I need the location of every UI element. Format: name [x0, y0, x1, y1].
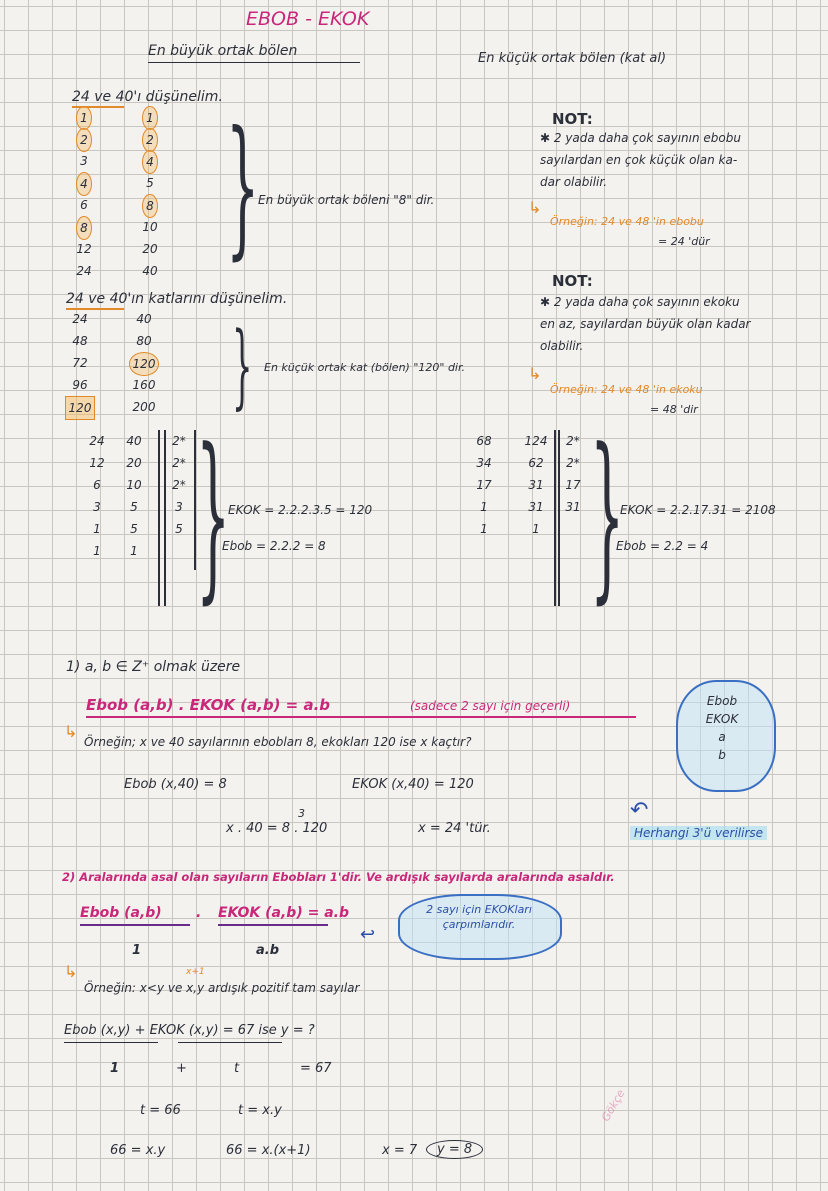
divisor: 2* [566, 456, 580, 470]
multiples-of-24 [60, 308, 100, 418]
dividend-b: 40 [126, 434, 142, 448]
note2-label: NOT: [552, 272, 593, 290]
rule2-cloud-arrow-icon: ↩ [360, 924, 376, 945]
dividend-b: 5 [130, 500, 138, 514]
rule2-formula-dot: . [196, 905, 202, 921]
multiple-24-item: 96 [72, 378, 88, 392]
rule2-u1: 1 [110, 1061, 120, 1076]
rule2-eq1-underline-ekok [178, 1042, 282, 1043]
note1-arrow-icon: ↳ [528, 198, 542, 217]
dividend-a: 24 [89, 434, 105, 448]
dividend-a: 6 [93, 478, 101, 492]
rule1-example: Örneğin; x ve 40 sayılarının ebobları 8, ekokları 120 ise x kaçtır? [84, 735, 472, 749]
note1-label: NOT: [552, 110, 593, 128]
section2-result: En küçük ortak kat (bölen) "120" dir. [264, 361, 465, 374]
rule1-eq1: Ebob (x,40) = 8 [124, 777, 227, 792]
section2-heading: 24 ve 40'ın katlarını düşünelim. [66, 291, 288, 307]
rule1-cloud-list [690, 692, 754, 764]
divisor: 2* [172, 456, 186, 470]
page-title: EBOB - EKOK [246, 8, 370, 30]
note1-example-result: = 24 'dür [658, 235, 710, 248]
dividend-b: 1 [532, 522, 540, 536]
divisor-24-item: 1 [64, 106, 104, 128]
dividend-b: 10 [126, 478, 142, 492]
rule1-cloud-note: Herhangi 3'ü verilirse [630, 826, 767, 840]
rule2-u3: = 67 [300, 1061, 332, 1076]
dividend-a: 3 [93, 500, 101, 514]
divisor-40-item: 1 [130, 106, 170, 128]
rule1-formula: Ebob (a,b) . EKOK (a,b) = a.b [86, 696, 331, 714]
dividend-a: 1 [480, 522, 488, 536]
divisor: 31 [565, 500, 581, 514]
divisor-24-item: 24 [76, 264, 92, 278]
note1-line2: sayılardan en çok küçük olan ka- [540, 153, 738, 167]
dividend-b: 31 [528, 478, 544, 492]
section1-brace: } [226, 100, 260, 274]
multiple-24-item: 48 [72, 334, 88, 348]
rule2-cloud-text: 2 sayı için EKOKları çarpımlarıdır. [426, 903, 532, 931]
divisor: 2* [566, 434, 580, 448]
multiple-40-item: 200 [132, 400, 156, 414]
divisor-40-item: 40 [142, 264, 158, 278]
rule2-eq3d: y = 8 [426, 1140, 483, 1159]
rule1-answer: x = 24 'tür. [418, 821, 491, 836]
section1-result: En büyük ortak böleni "8" dir. [258, 193, 435, 207]
divisor: 2* [172, 434, 186, 448]
rule1-eq3: x . 40 = 8 . 120 [226, 821, 328, 836]
divisor-40-item: 2 [130, 128, 170, 150]
dividend-a: 17 [476, 478, 492, 492]
dividend-b: 20 [126, 456, 142, 470]
divisor-40-item: 4 [130, 150, 170, 172]
divisor-24-item: 12 [76, 242, 92, 256]
divisor-40-item: 20 [142, 242, 158, 256]
division2-ekok: EKOK = 2.2.17.31 = 2108 [620, 503, 776, 517]
dividend-a: 1 [480, 500, 488, 514]
dividend-b: 1 [130, 544, 138, 558]
rule2-u2: t [234, 1061, 240, 1076]
section2-brace: } [232, 312, 253, 419]
rule2-example: Örneğin: x<y ve x,y ardışık pozitif tam sayılar [84, 981, 360, 995]
rule1-condition: 1) a, b ∈ Z⁺ olmak üzere [66, 659, 241, 675]
cloud-item: a [718, 730, 726, 744]
divisor-24-item: 4 [64, 172, 104, 194]
dividend-a: 12 [89, 456, 105, 470]
rule2-eq3b: 66 = x.(x+1) [226, 1143, 311, 1158]
note1-line3: dar olabilir. [540, 175, 608, 189]
dividend-b: 124 [524, 434, 548, 448]
rule1-cloud-arrow-icon: ↶ [630, 798, 649, 823]
division-line-1 [158, 430, 160, 606]
division1-ekok: EKOK = 2.2.2.3.5 = 120 [228, 503, 373, 517]
cloud-item: EKOK [705, 712, 739, 726]
rule2-under-ekok: a.b [256, 943, 280, 958]
rule2-watermark: Gökçe [598, 1087, 628, 1124]
ebob-def-underline [148, 62, 360, 63]
divisor: 5 [175, 522, 183, 536]
ekok-definition: En küçük ortak bölen (kat al) [478, 51, 667, 66]
divisor-40-item: 5 [146, 176, 154, 190]
cloud-item: b [718, 748, 726, 762]
dividend-b: 31 [528, 500, 544, 514]
rule2-example-sup: x+1 [186, 967, 205, 977]
rule2-ebob-underline [80, 924, 190, 926]
dividend-a: 34 [476, 456, 492, 470]
dividend-b: 5 [130, 522, 138, 536]
rule2-eq1-underline-ebob [64, 1042, 158, 1043]
rule2-arrow-icon: ↳ [64, 962, 78, 981]
divisor [558, 518, 588, 540]
dividend-a: 68 [476, 434, 492, 448]
note2-line1: ✱ 2 yada daha çok sayının ekoku [540, 295, 740, 309]
rule1-eq3-cancel: 3 [298, 807, 305, 820]
rule2-title: 2) Aralarında asal olan sayıların Ebobları 1'dir. Ve ardışık sayılarda aralarında asaldır. [62, 870, 615, 884]
dividend-b: 62 [528, 456, 544, 470]
rule2-eq2b: t = x.y [238, 1103, 282, 1118]
division2-ebob: Ebob = 2.2 = 4 [616, 539, 709, 553]
multiple-40-item: 80 [136, 334, 152, 348]
division2-brace: } [590, 411, 625, 620]
divisor-24-item: 2 [64, 128, 104, 150]
multiple-24-item: 72 [72, 356, 88, 370]
rule2-ekok-underline [218, 924, 328, 926]
note2-example-result: = 48 'dir [650, 403, 698, 416]
rule1-arrow-icon: ↳ [64, 722, 78, 741]
divisor [164, 540, 194, 562]
multiples-of-40 [124, 308, 164, 418]
multiple-40-item: 40 [136, 312, 152, 326]
divisor: 3 [175, 500, 183, 514]
ebob-definition: En büyük ortak bölen [148, 43, 298, 59]
section1-heading: 24 ve 40'ı düşünelim. [72, 89, 223, 105]
divisor-24-item: 3 [80, 154, 88, 168]
rule2-plus: + [176, 1061, 187, 1076]
note2-arrow-icon: ↳ [528, 364, 542, 383]
rule1-eq2: EKOK (x,40) = 120 [352, 777, 474, 792]
division1-brace: } [196, 411, 231, 620]
rule1-note: (sadece 2 sayı için geçerli) [410, 699, 571, 713]
rule2-eq2a: t = 66 [140, 1103, 181, 1118]
divisor-24-item: 6 [80, 198, 88, 212]
rule1-formula-underline [86, 716, 636, 718]
rule2-formula-ebob: Ebob (a,b) [80, 905, 162, 921]
rule2-eq3a: 66 = x.y [110, 1143, 166, 1158]
rule2-eq3c: x = 7 [382, 1143, 418, 1158]
divisor: 17 [565, 478, 581, 492]
multiple-24-item: 120 [60, 396, 100, 418]
rule2-eq1: Ebob (x,y) + EKOK (x,y) = 67 ise y = ? [64, 1023, 315, 1038]
divisor-40-item: 10 [142, 220, 158, 234]
rule2-under-ebob: 1 [132, 943, 142, 958]
divisors-of-24 [64, 106, 104, 282]
note2-example: Örneğin: 24 ve 48 'in ekoku [550, 383, 703, 396]
divisor-40-item: 8 [130, 194, 170, 216]
note2-line3: olabilir. [540, 339, 584, 353]
multiple-40-item: 160 [132, 378, 156, 392]
note1-line1: ✱ 2 yada daha çok sayının ebobu [540, 131, 741, 145]
division-line-2 [554, 430, 556, 606]
cloud-item: Ebob [706, 694, 738, 708]
divisor: 2* [172, 478, 186, 492]
divisor-24-item: 8 [64, 216, 104, 238]
note1-example: Örneğin: 24 ve 48 'in ebobu [550, 215, 704, 228]
rule2-formula-ekok: EKOK (a,b) = a.b [218, 905, 349, 921]
division1-ebob: Ebob = 2.2.2 = 8 [222, 539, 326, 553]
multiple-24-item: 24 [72, 312, 88, 326]
divisors-of-40 [130, 106, 170, 282]
dividend-a: 1 [93, 544, 101, 558]
multiple-40-item: 120 [124, 352, 164, 374]
note2-line2: en az, sayılardan büyük olan kadar [540, 317, 751, 331]
dividend-a: 1 [93, 522, 101, 536]
